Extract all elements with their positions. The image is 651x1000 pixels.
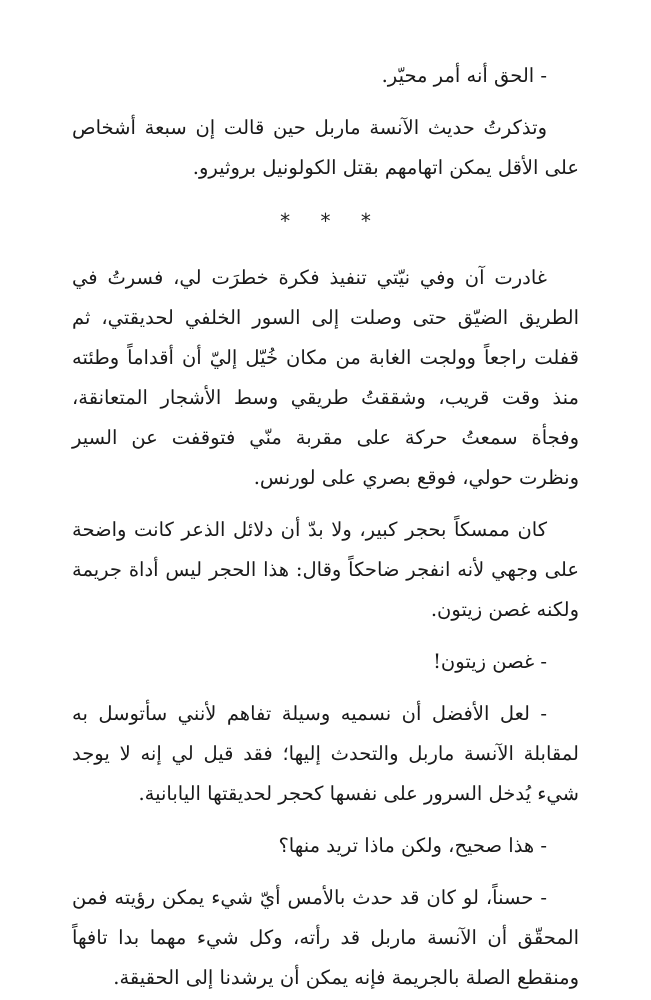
dialogue-line: - هذا صحيح، ولكن ماذا تريد منها؟ xyxy=(278,834,547,857)
dialogue-paragraph: - حسناً، لو كان قد حدث بالأمس أيّ شيء يمكن رؤيته فمن المحقّق أن الآنسة ماربل قد رأته، وكل شيء مهما بدا تافهاً ومنقطع الصلة بالجريمة فإنه يمكن أن يرشدنا إلى الحقيقة. xyxy=(72,886,579,989)
asterisk-icon: * xyxy=(280,209,291,233)
dialogue-line: - الحق أنه أمر محيّر. xyxy=(381,64,547,87)
paragraph: غادرت آن وفي نيّتي تنفيذ فكرة خطرَت لي، فسرتُ في الطريق الضيّق حتى وصلت إلى السور الخلفي لحديقتي، ثم قفلت راجعاً وولجت الغابة من مكان خُيّل إليّ أن أقداماً وطئته منذ وقت قريب، وشققتُ طريقي وسط الأشجار المتعانقة، وفجأة سمعتُ حركة على مقربة منّي فتوقفت عن السير ونظرت حولي، فوقع بصري على لورنس. xyxy=(72,266,579,489)
asterisk-icon: * xyxy=(360,209,371,233)
dialogue-line: - غصن زيتون! xyxy=(433,650,547,673)
section-separator xyxy=(72,196,579,246)
paragraph: كان ممسكاً بحجر كبير، ولا بدّ أن دلائل الذعر كانت واضحة على وجهي لأنه انفجر ضاحكاً وقال: هذا الحجر ليس أداة جريمة ولكنه غصن زيتون. xyxy=(72,518,579,621)
dialogue-paragraph: - لعل الأفضل أن نسميه وسيلة تفاهم لأنني سأتوسل به لمقابلة الآنسة ماربل والتحدث إليها؛ فقد قيل لي إنه لا يوجد شيء يُدخل السرور على نفسها كحجر لحديقتها اليابانية. xyxy=(72,702,579,805)
asterisk-icon: * xyxy=(320,209,331,233)
paragraph: وتذكرتُ حديث الآنسة ماربل حين قالت إن سبعة أشخاص على الأقل يمكن اتهامهم بقتل الكولونيل بروثيرو. xyxy=(72,116,579,179)
